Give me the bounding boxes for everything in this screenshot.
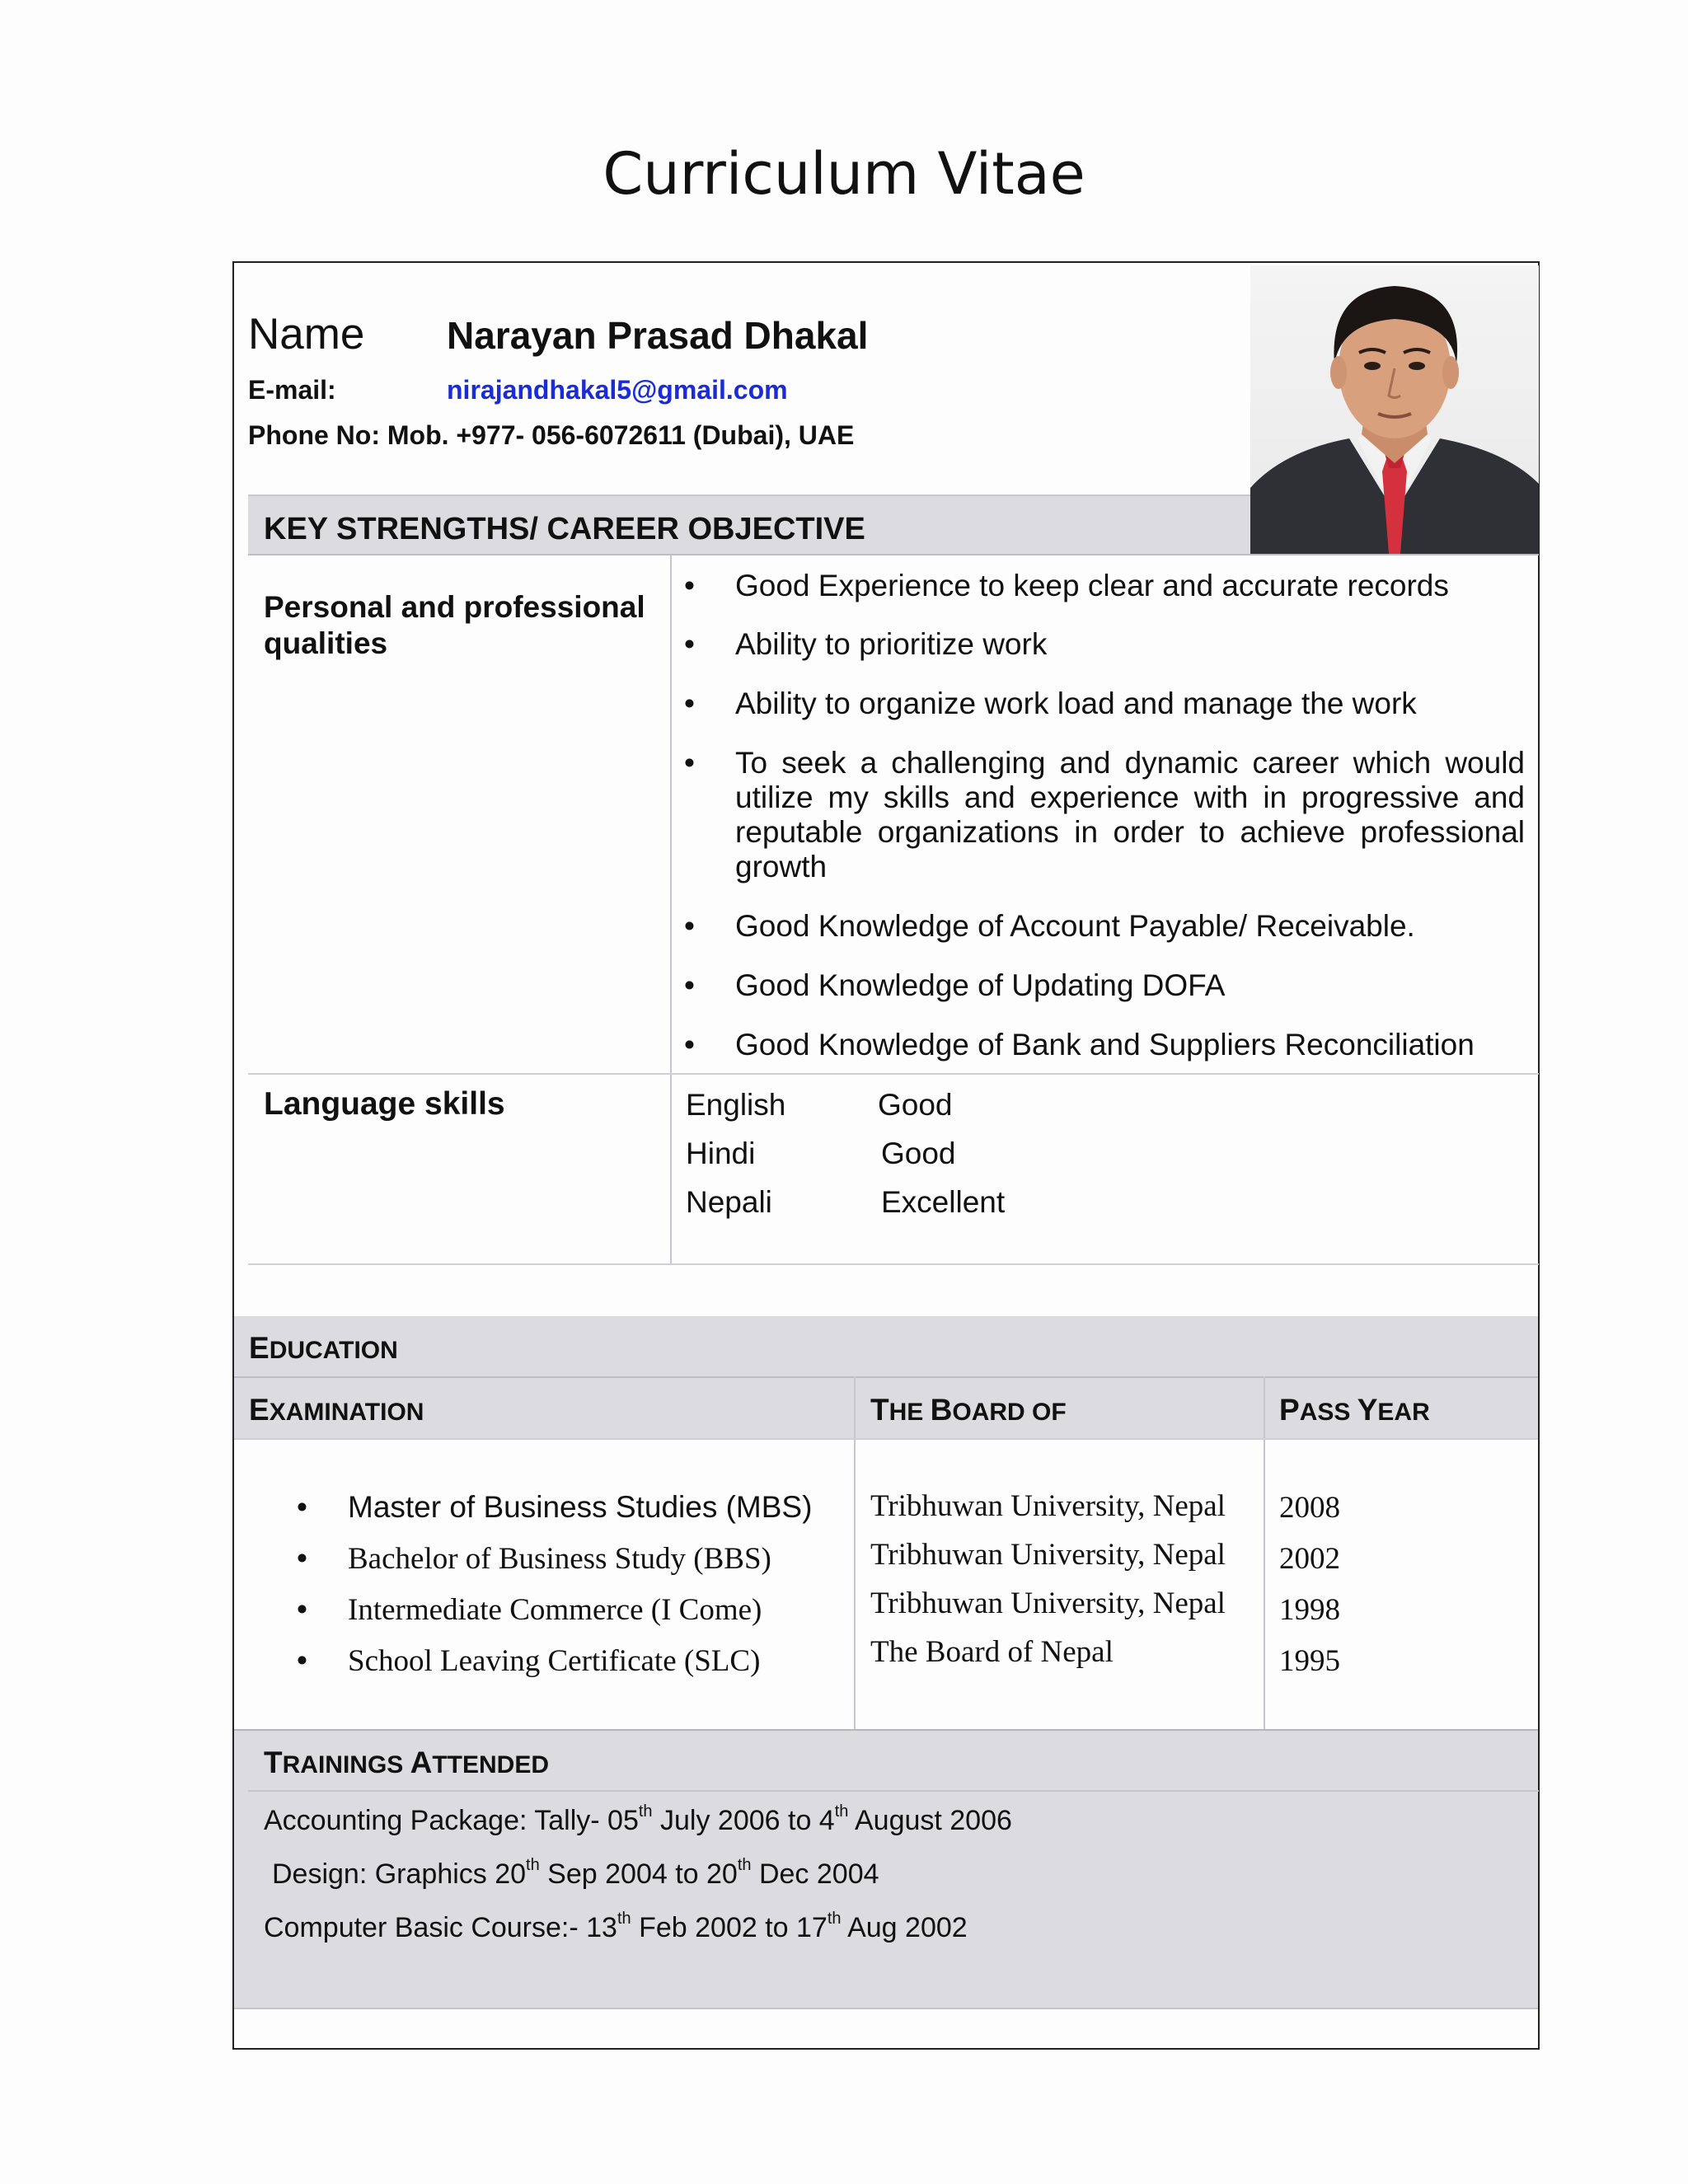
board-cell: Tribhuwan University, Nepal — [870, 1538, 1226, 1572]
email-label: E-mail: — [248, 375, 336, 405]
education-title: EDUCATION — [249, 1331, 398, 1365]
language-name: Nepali — [686, 1185, 772, 1219]
language-name: English — [686, 1088, 786, 1122]
board-cell: Tribhuwan University, Nepal — [870, 1489, 1226, 1523]
qualities-label: Personal and professional qualities — [264, 590, 645, 660]
page-title: Curriculum Vitae — [603, 140, 1085, 208]
strengths-top-rule — [248, 554, 1539, 555]
bullet-icon: • — [297, 1643, 307, 1677]
key-strengths-title: KEY STRENGTHS/ CAREER OBJECTIVE — [264, 512, 865, 546]
bullet-icon: • — [684, 569, 695, 602]
strengths-bottom-rule — [248, 1073, 1539, 1075]
email-link[interactable]: nirajandhakal5@gmail.com — [447, 375, 788, 405]
language-bottom-rule — [248, 1263, 1539, 1265]
language-skills-label: Language skills — [264, 1086, 505, 1122]
trainings-title-rule — [248, 1790, 1539, 1792]
year-cell: 1995 — [1279, 1644, 1340, 1678]
bullet-icon: • — [684, 1028, 695, 1062]
trainings-bottom-rule — [234, 2008, 1538, 2009]
name-value: Narayan Prasad Dhakal — [447, 314, 869, 357]
education-body-top-rule — [234, 1438, 1538, 1440]
year-cell: 2008 — [1279, 1491, 1340, 1525]
bullet-icon: • — [297, 1541, 307, 1575]
language-level: Excellent — [881, 1185, 1006, 1219]
phone-line: Phone No: Mob. +977- 056-6072611 (Dubai), UAE — [248, 420, 855, 450]
bullet-icon: • — [297, 1490, 307, 1524]
name-label: Name — [248, 310, 365, 359]
education-col-divider-1 — [854, 1376, 856, 1731]
profile-photo — [1250, 265, 1539, 554]
year-cell: 2002 — [1279, 1542, 1340, 1576]
bullet-icon: • — [684, 687, 695, 720]
trainings-title: TRAININGS ATTENDED — [264, 1746, 550, 1779]
board-cell: The Board of Nepal — [870, 1635, 1114, 1669]
column-header-examination: EXAMINATION — [249, 1393, 424, 1427]
year-cell: 1998 — [1279, 1593, 1340, 1627]
language-name: Hindi — [686, 1137, 756, 1170]
language-level: Good — [878, 1088, 953, 1122]
bullet-icon: • — [297, 1592, 307, 1626]
bullet-icon: • — [684, 968, 695, 1002]
column-header-board: THE BOARD OF — [870, 1393, 1067, 1427]
training-item: Design: Graphics 20th Sep 2004 to 20th Dec 2004 — [272, 1856, 879, 1890]
language-level: Good — [881, 1137, 956, 1170]
trainings-top-rule — [234, 1729, 1538, 1731]
bullet-icon: • — [684, 909, 695, 943]
board-cell: Tribhuwan University, Nepal — [870, 1586, 1226, 1620]
bullet-icon: • — [684, 746, 695, 780]
education-header-rule — [234, 1376, 1538, 1378]
training-item: Computer Basic Course:- 13th Feb 2002 to 17th Aug 2002 — [264, 1910, 968, 1943]
education-col-divider-2 — [1264, 1376, 1265, 1731]
bullet-icon: • — [684, 627, 695, 661]
training-item: Accounting Package: Tally- 05th July 2006 to 4th August 2006 — [264, 1802, 1012, 1836]
column-header-pass-year: PASS YEAR — [1279, 1393, 1430, 1427]
